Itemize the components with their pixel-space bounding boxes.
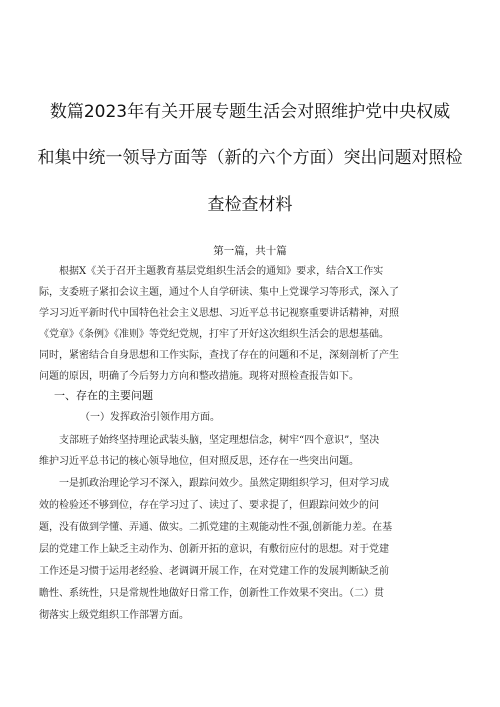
- paragraph-3-line: 效的检验还不够到位，存在学习过了、读过了、要求提了，但跟踪问效少的问: [39, 500, 379, 511]
- paragraph-3-line: 彻落实上级党组织工作部署方面。: [39, 610, 189, 621]
- paragraph-3-line: 题，没有做到学懂、弄通、做实。二抓党建的主观能动性不强,创新能力差。在基: [39, 522, 393, 533]
- title-line-3: 查检查材料: [207, 195, 293, 215]
- paragraph-3-line: 一是抓政治理论学习不深入，跟踪问效少。虽然定期组织学习，但对学习成: [59, 478, 389, 489]
- title-line-1: 数篇2023年有关开展专题生活会对照维护党中央权威: [49, 102, 451, 122]
- paragraph-3-line: 工作还是习惯于运用老经验、老调调开展工作，在对党建工作的发展判断缺乏前: [39, 566, 389, 577]
- section-heading: 一、存在的主要问题: [54, 389, 153, 402]
- subsection-heading: （一）发挥政治引领作用方面。: [80, 412, 220, 423]
- paragraph-1-line: 学习习近平新时代中国特色社会主义思想、习近平总书记视察重要讲话精神，对照: [39, 308, 399, 319]
- paragraph-3-line: 层的党建工作上缺乏主动作为、创新开拓的意识，有敷衍应付的思想。对于党建: [39, 544, 389, 555]
- paragraph-1-line: 际，支委班子紧扣会议主题，通过个人自学研读、集中上党课学习等形式，深入了: [39, 287, 399, 298]
- paragraph-1-line: 问题的原因，明确了今后努力方向和整改措施。现将对照检查报告如下。: [39, 371, 359, 382]
- paragraph-1-line: 同时，紧密结合自身思想和工作实际，查找了存在的问题和不足，深刻剖析了产生: [39, 350, 399, 361]
- paragraph-2-line: 支部班子始终坚持理论武装头脑，坚定理想信念，树牢“四个意识”，坚决: [59, 435, 380, 446]
- paragraph-2-line: 维护习近平总书记的核心领导地位，但对照反思，还存在一些突出问题。: [39, 456, 359, 467]
- title-line-2: 和集中统一领导方面等（新的六个方面）突出问题对照检: [37, 148, 463, 168]
- subheading: 第一篇，共十篇: [213, 245, 287, 257]
- paragraph-1-line: 根据X《关于召开主题教育基层党组织生活会的通知》要求，结合X工作实: [59, 266, 384, 277]
- paragraph-3-line: 瞻性、系统性，只是常规性地做好日常工作，创新性工作效果不突出。（二）贯: [39, 588, 384, 599]
- paragraph-1-line: 《党章》《条例》《准则》等党纪党规，打牢了开好这次组织生活会的思想基础。: [39, 329, 389, 340]
